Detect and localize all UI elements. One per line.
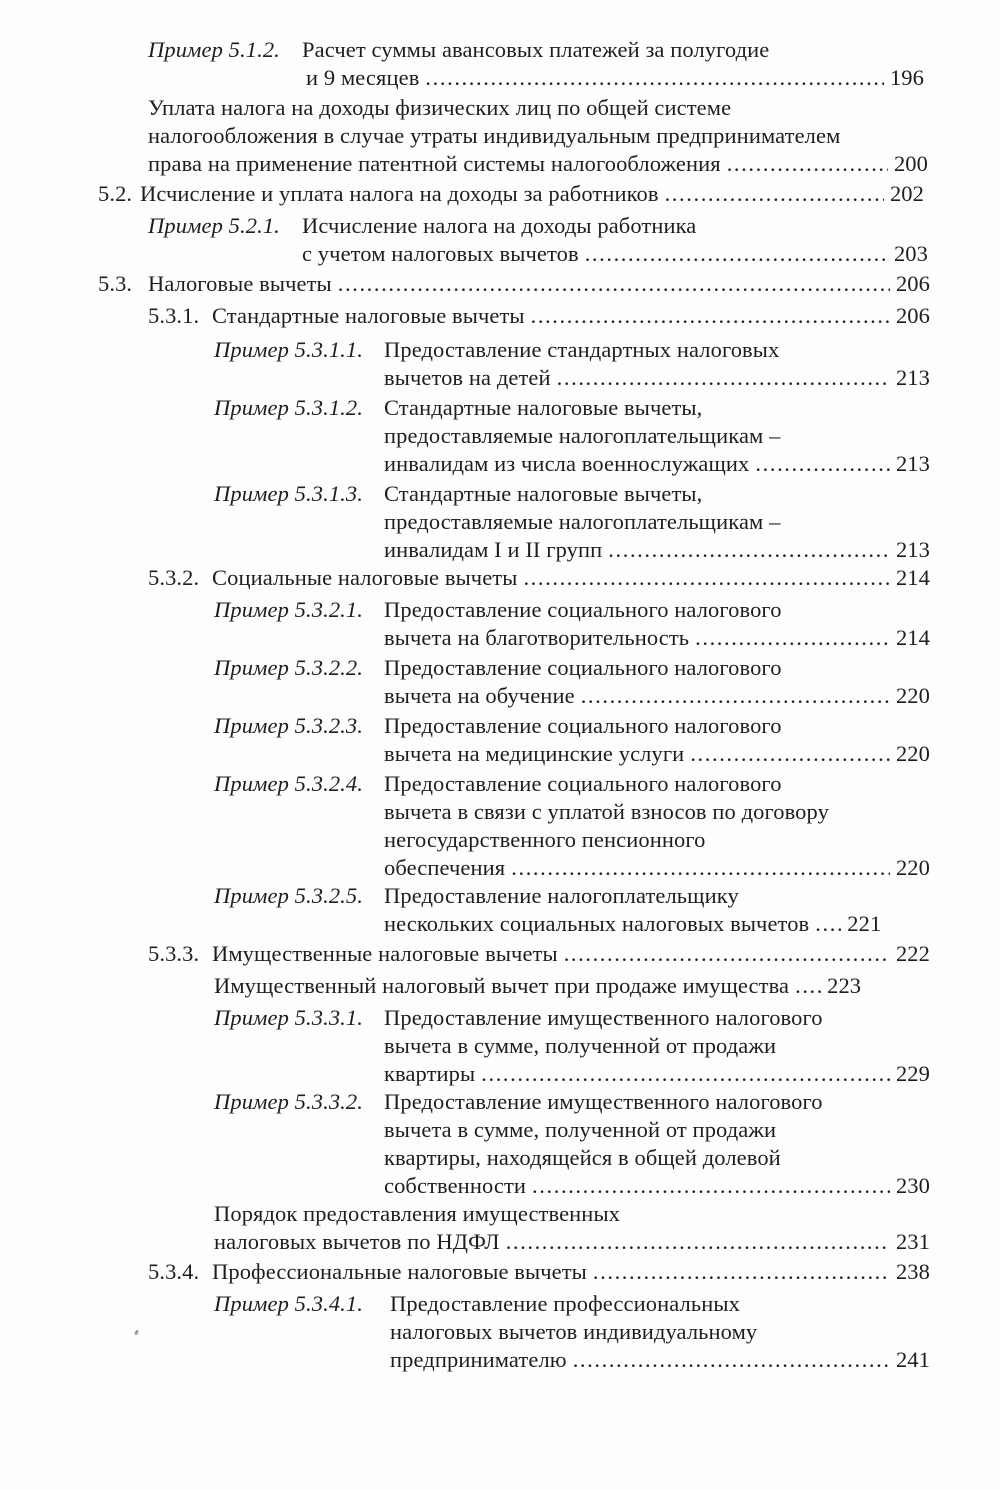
- toc-entry[interactable]: [214, 394, 930, 478]
- toc-entry-page: 238: [895, 1259, 930, 1284]
- toc-entry-text-line: Расчет суммы авансовых платежей за полугодие: [302, 37, 770, 62]
- toc-entry-text-line: квартиры: [384, 1061, 476, 1086]
- dot-leader: [581, 682, 890, 710]
- dot-leader: [481, 1060, 890, 1088]
- dot-leader: [795, 972, 821, 1000]
- toc-entry[interactable]: [148, 1258, 930, 1286]
- toc-entry-text-line: нескольких социальных налоговых вычетов: [384, 911, 810, 936]
- toc-entry-text-line: Стандартные налоговые вычеты: [212, 303, 525, 328]
- dot-leader: [338, 270, 890, 298]
- dot-leader: [573, 1346, 890, 1374]
- toc-entry-text-line: налоговых вычетов индивидуальному: [390, 1319, 758, 1344]
- toc-entry-text-line: негосударственного пенсионного: [384, 827, 706, 852]
- toc-entry[interactable]: [148, 940, 930, 968]
- toc-entry-text-line: с учетом налоговых вычетов: [302, 241, 579, 266]
- toc-entry-text-line: Предоставление социального налогового: [384, 713, 782, 738]
- dot-leader: [557, 364, 890, 392]
- toc-entry-label: 5.3.4.: [148, 1259, 200, 1284]
- toc-entry-page: 220: [895, 741, 930, 766]
- toc-entry-text-line: Предоставление социального налогового: [384, 655, 782, 680]
- dot-leader: [665, 180, 884, 208]
- toc-entry-label: Пример 5.2.1.: [148, 213, 280, 238]
- toc-entry-text-line: предоставляемые налогоплательщикам –: [384, 509, 781, 534]
- toc-entry-text-line: инвалидам из числа военнослужащих: [384, 451, 750, 476]
- toc-entry-page: 200: [893, 151, 928, 176]
- toc-entry[interactable]: [148, 302, 930, 330]
- toc-entry-label: 5.3.3.: [148, 941, 200, 966]
- toc-entry-text-line: налоговых вычетов по НДФЛ: [214, 1229, 500, 1254]
- toc-entry-text-line: вычета в сумме, полученной от продажи: [384, 1033, 777, 1058]
- toc-entry-label: Пример 5.1.2.: [148, 37, 280, 62]
- toc-entry-label: Пример 5.3.2.3.: [214, 713, 363, 738]
- toc-entry-text-line: вычета в связи с уплатой взносов по договору: [384, 799, 829, 824]
- toc-entry[interactable]: [148, 36, 924, 92]
- toc-entry-page: 222: [895, 941, 930, 966]
- toc-entry-page: 229: [895, 1061, 930, 1086]
- toc-entry-text-line: Предоставление имущественного налогового: [384, 1089, 823, 1114]
- toc-entry-text-line: Исчисление и уплата налога на доходы за работников: [140, 181, 659, 206]
- toc-entry-page: 213: [895, 365, 930, 390]
- toc-entry-label: 5.2.: [98, 181, 133, 206]
- toc-entry-text-line: вычета на обучение: [384, 683, 575, 708]
- toc-entry-text-line: вычета на медицинские услуги: [384, 741, 685, 766]
- toc-entry-text-line: обеспечения: [384, 855, 506, 880]
- toc-entry[interactable]: [148, 564, 930, 592]
- toc-entry[interactable]: [214, 882, 930, 938]
- toc-entry[interactable]: [98, 180, 924, 208]
- toc-entry-page: 206: [895, 271, 930, 296]
- toc-entry[interactable]: [98, 270, 930, 298]
- toc-entry[interactable]: [148, 94, 928, 178]
- toc-entry[interactable]: [148, 212, 928, 268]
- toc-entry-page: 231: [895, 1229, 930, 1254]
- toc-entry-text-line: Имущественный налоговый вычет при продаже имущества: [214, 973, 790, 998]
- toc-entry-text-line: вычетов на детей: [384, 365, 551, 390]
- toc-entry-text-line: Предоставление налогоплательщику: [384, 883, 739, 908]
- toc-entry-label: Пример 5.3.2.2.: [214, 655, 363, 680]
- dot-leader: [531, 302, 890, 330]
- toc-entry-text-line: Предоставление социального налогового: [384, 771, 782, 796]
- toc-entry-page: 223: [827, 973, 862, 998]
- toc-entry-text-line: Исчисление налога на доходы работника: [302, 213, 697, 238]
- toc-entry-text-line: налогообложения в случае утраты индивидуальным предпринимателем: [148, 123, 841, 148]
- toc-entry-text-line: квартиры, находящейся в общей долевой: [384, 1145, 781, 1170]
- dot-leader: [523, 564, 889, 592]
- toc-entry-page: 220: [895, 683, 930, 708]
- toc-entry-text-line: предпринимателю: [390, 1347, 567, 1372]
- toc-entry-page: 241: [895, 1347, 930, 1372]
- dot-leader: [425, 64, 884, 92]
- toc-entry-page: 220: [895, 855, 930, 880]
- toc-entry-label: 5.3.1.: [148, 303, 200, 328]
- toc-entry-text-line: Предоставление имущественного налогового: [384, 1005, 823, 1030]
- toc-entry-page: 213: [895, 451, 930, 476]
- dot-leader: [755, 450, 890, 478]
- toc-entry-text-line: Социальные налоговые вычеты: [212, 565, 518, 590]
- dot-leader: [585, 240, 888, 268]
- toc-entry-label: Пример 5.3.2.4.: [214, 771, 363, 796]
- toc-entry[interactable]: [214, 1004, 930, 1088]
- toc-entry-text-line: права на применение патентной системы налогообложения: [148, 151, 721, 176]
- toc-entry[interactable]: [214, 654, 930, 710]
- toc-entry-text-line: собственности: [384, 1173, 527, 1198]
- toc-entry[interactable]: [214, 596, 930, 652]
- dot-leader: [727, 150, 888, 178]
- toc-entry[interactable]: [214, 1200, 930, 1256]
- toc-entry-text-line: Предоставление социального налогового: [384, 597, 782, 622]
- toc-entry-label: 5.3.: [98, 271, 133, 296]
- toc-entry-text-line: Стандартные налоговые вычеты,: [384, 395, 703, 420]
- dot-leader: [815, 910, 841, 938]
- toc-entry-text-line: Профессиональные налоговые вычеты: [212, 1259, 587, 1284]
- toc-entry-page: 213: [895, 537, 930, 562]
- toc-entry-page: 214: [895, 565, 930, 590]
- toc-entry-label: Пример 5.3.4.1.: [214, 1291, 363, 1316]
- toc-entry-text-line: Предоставление профессиональных: [390, 1291, 740, 1316]
- toc-entry[interactable]: [214, 336, 930, 392]
- dot-leader: [695, 624, 890, 652]
- dot-leader: [511, 854, 890, 882]
- toc-entry[interactable]: [214, 712, 930, 768]
- dot-leader: [532, 1172, 890, 1200]
- toc-entry-label: Пример 5.3.1.2.: [214, 395, 363, 420]
- toc-entry[interactable]: [214, 770, 930, 882]
- toc-entry-text-line: Порядок предоставления имущественных: [214, 1201, 621, 1226]
- toc-entry-page: 221: [847, 911, 882, 936]
- toc-entry-text-line: Налоговые вычеты: [148, 271, 332, 296]
- toc-entry-page: 202: [889, 181, 924, 206]
- toc-entry-text-line: Предоставление стандартных налоговых: [384, 337, 780, 362]
- toc-entry-label: Пример 5.3.2.5.: [214, 883, 363, 908]
- toc-entry-label: Пример 5.3.3.1.: [214, 1005, 363, 1030]
- toc-entry-text-line: предоставляемые налогоплательщикам –: [384, 423, 781, 448]
- dot-leader: [608, 536, 890, 564]
- toc-entry-page: 203: [893, 241, 928, 266]
- toc-entry[interactable]: [214, 1290, 930, 1374]
- scan-speck: [134, 1330, 139, 1336]
- dot-leader: [690, 740, 890, 768]
- toc-entry-page: 214: [895, 625, 930, 650]
- toc-entry-label: Пример 5.3.1.3.: [214, 481, 363, 506]
- toc-entry-label: Пример 5.3.3.2.: [214, 1089, 363, 1114]
- toc-entry-text-line: Уплата налога на доходы физических лиц по общей системе: [148, 95, 732, 120]
- dot-leader: [564, 940, 890, 968]
- toc-entry-text-line: вычета на благотворительность: [384, 625, 690, 650]
- toc-entry-page: 206: [895, 303, 930, 328]
- dot-leader: [593, 1258, 890, 1286]
- toc-entry-page: 196: [889, 65, 924, 90]
- toc-entry-label: Пример 5.3.2.1.: [214, 597, 363, 622]
- toc-entry-text-line: Имущественные налоговые вычеты: [212, 941, 558, 966]
- toc-entry-page: 230: [895, 1173, 930, 1198]
- toc-entry-text-line: инвалидам I и II групп: [384, 537, 603, 562]
- toc-entry-text-line: вычета в сумме, полученной от продажи: [384, 1117, 777, 1142]
- toc-entry-label: Пример 5.3.1.1.: [214, 337, 363, 362]
- toc-entry-text-line: Стандартные налоговые вычеты,: [384, 481, 703, 506]
- toc-entry[interactable]: [214, 972, 930, 1000]
- toc-entry-text-line: и 9 месяцев: [306, 65, 420, 90]
- dot-leader: [506, 1228, 890, 1256]
- toc-entry[interactable]: [214, 480, 930, 564]
- toc-entry[interactable]: [214, 1088, 930, 1200]
- toc-entry-label: 5.3.2.: [148, 565, 200, 590]
